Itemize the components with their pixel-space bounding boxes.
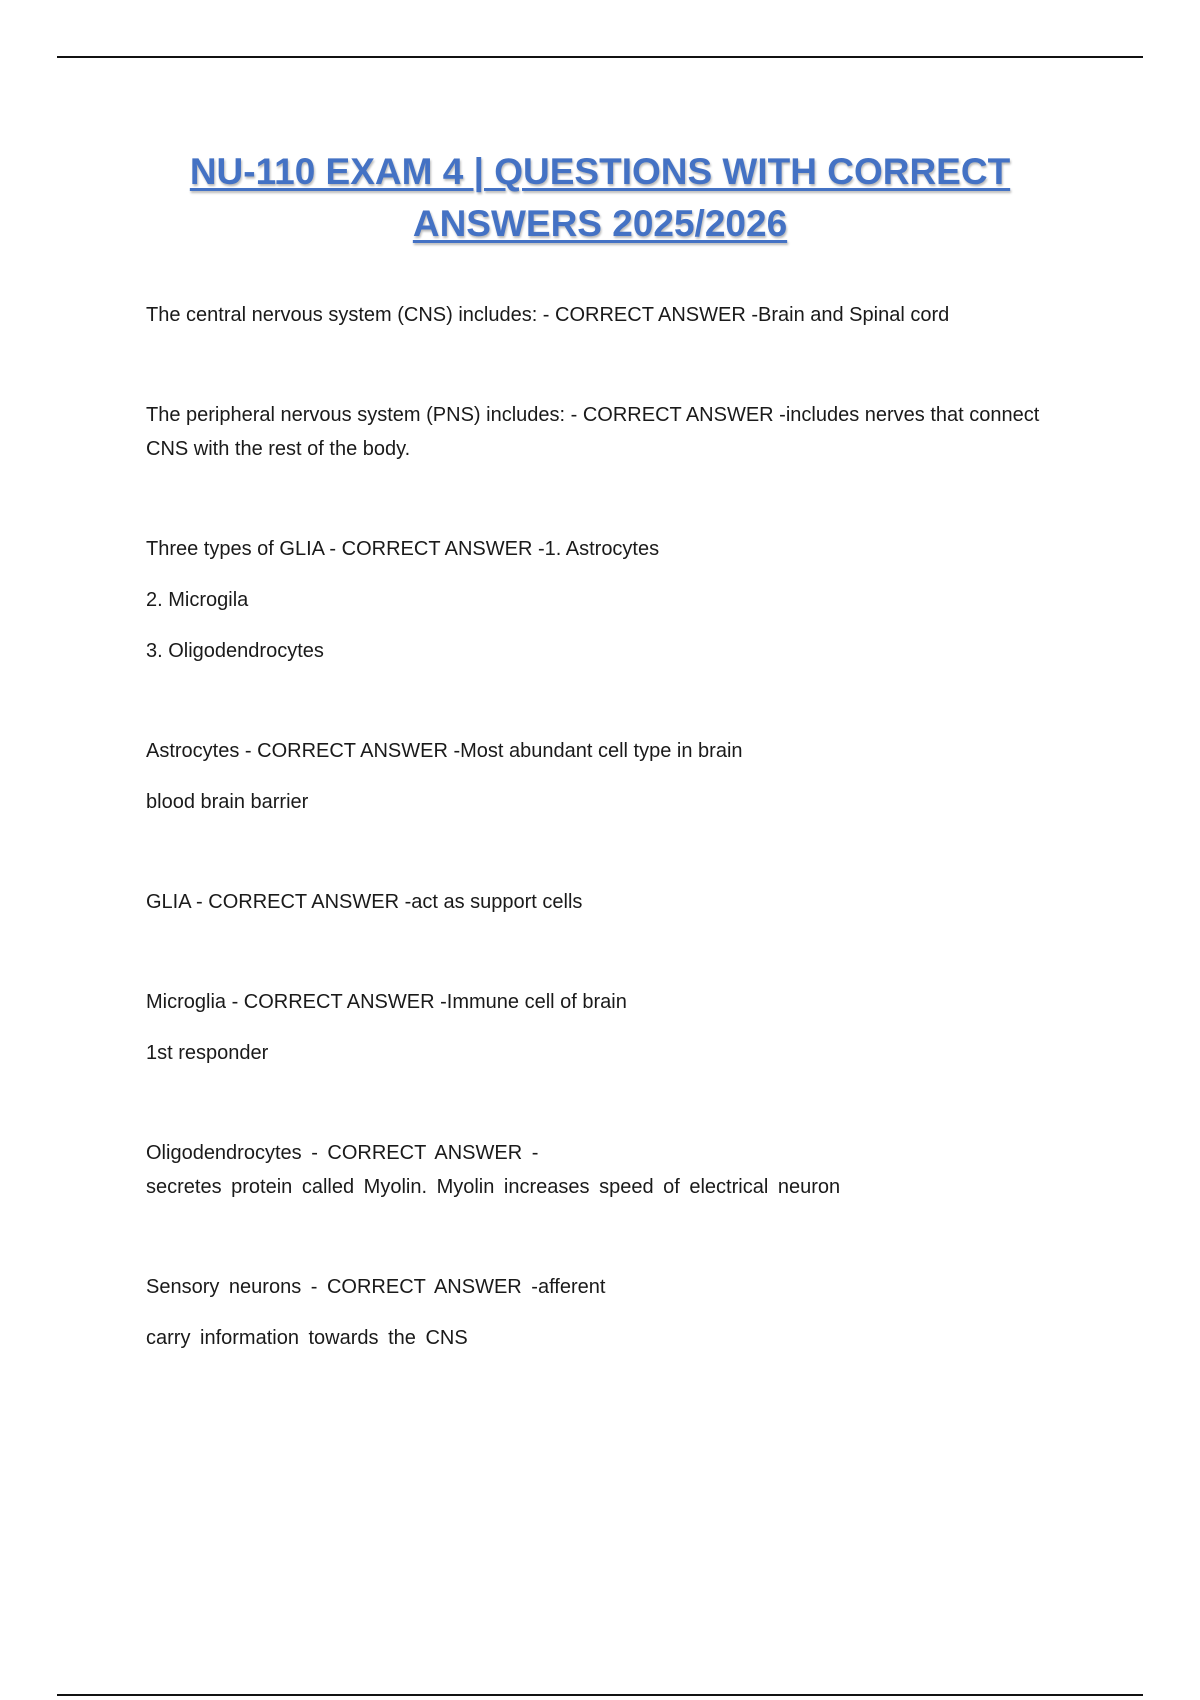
qa-line: Astrocytes - CORRECT ANSWER -Most abundant cell type in brain <box>146 740 743 762</box>
qa-line: 2. Microgila <box>146 589 249 611</box>
qa-line: GLIA - CORRECT ANSWER -act as support cells <box>146 891 583 913</box>
qa-line: carry information towards the CNS <box>146 1327 468 1349</box>
qa-line: 3. Oligodendrocytes <box>146 640 324 662</box>
qa-line: Sensory neurons - CORRECT ANSWER -afferent <box>146 1276 606 1298</box>
title-line-1: NU-110 EXAM 4 | QUESTIONS WITH CORRECT <box>189 151 1011 192</box>
bottom-rule <box>57 1694 1143 1696</box>
qa-item-glia-types <box>146 532 1056 668</box>
qa-item-microglia <box>146 985 1056 1070</box>
qa-line: The peripheral nervous system (PNS) includes: - CORRECT ANSWER -includes nerves that connect CNS with the rest of the body. <box>146 404 1040 460</box>
qa-item-glia <box>146 885 1056 919</box>
qa-line: Microglia - CORRECT ANSWER -Immune cell of brain <box>146 991 627 1013</box>
qa-item-sensory-neurons <box>146 1270 1056 1355</box>
qa-line: The central nervous system (CNS) includes: - CORRECT ANSWER -Brain and Spinal cord <box>146 304 950 326</box>
qa-item-cns <box>146 298 1056 332</box>
qa-line: blood brain barrier <box>146 791 309 813</box>
qa-item-oligodendrocytes <box>146 1136 1056 1204</box>
qa-list <box>146 298 1056 1421</box>
qa-item-pns <box>146 398 1056 466</box>
qa-line: Three types of GLIA - CORRECT ANSWER -1. Astrocytes <box>146 538 660 560</box>
qa-line: Oligodendrocytes - CORRECT ANSWER - <box>146 1142 539 1164</box>
qa-line: 1st responder <box>146 1042 269 1064</box>
top-rule <box>57 56 1143 58</box>
title-line-2: ANSWERS 2025/2026 <box>412 203 788 244</box>
qa-line: secretes protein called Myolin. Myolin increases speed of electrical neuron <box>146 1176 841 1198</box>
document-title <box>100 146 1100 250</box>
qa-item-astrocytes <box>146 734 1056 819</box>
